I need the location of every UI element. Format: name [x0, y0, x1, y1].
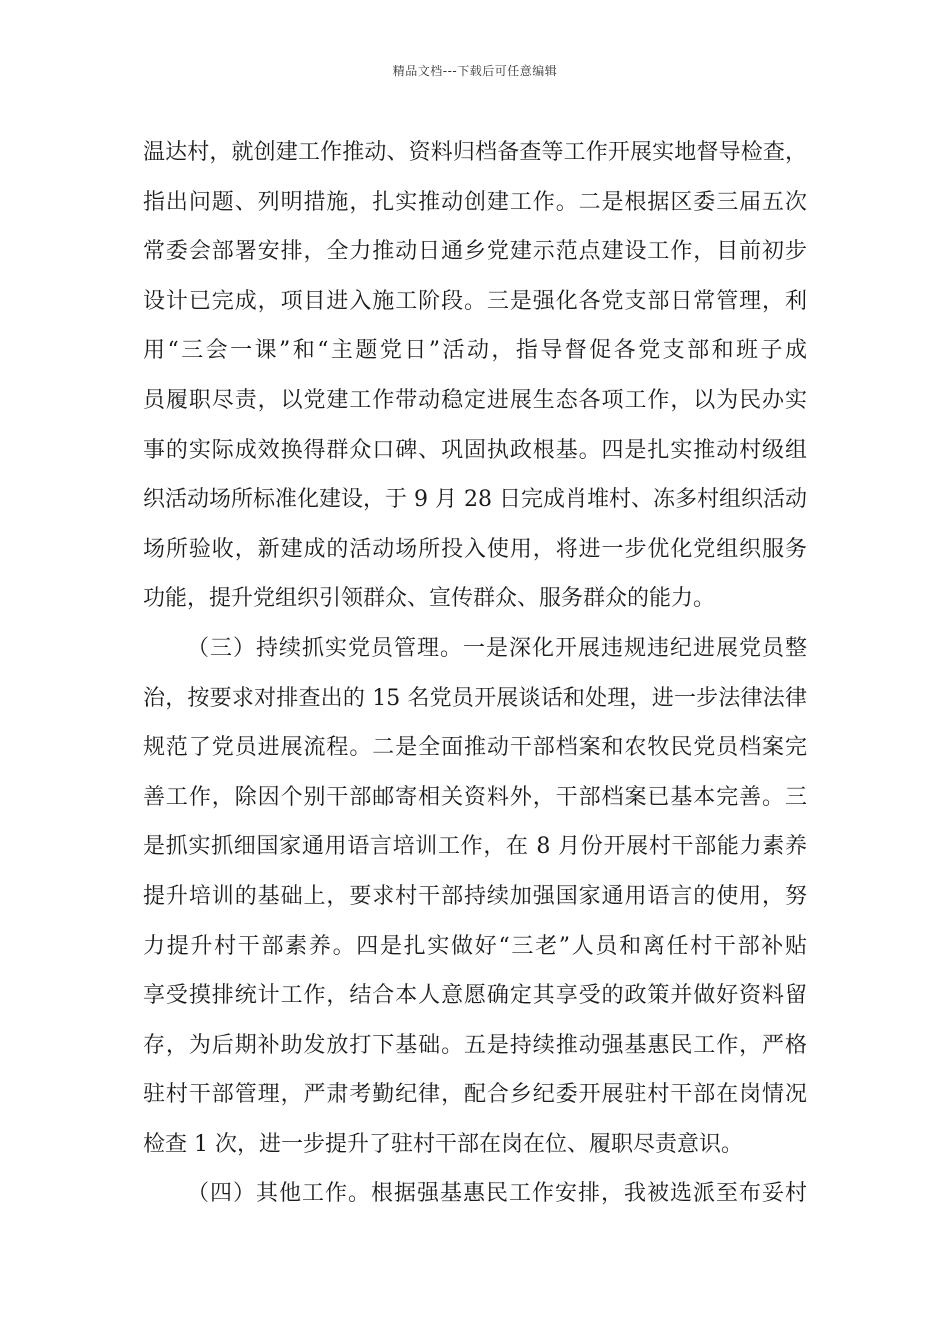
text-line: 存，为后期补助发放打下基础。五是持续推动强基惠民工作，严格 [143, 1032, 807, 1058]
document-body [143, 128, 807, 1219]
text-line: 常委会部署安排，全力推动日通乡党建示范点建设工作，目前初步 [143, 239, 807, 265]
page-header: 精品文档---下载后可任意编辑 [392, 64, 558, 78]
text-line: 驻村干部管理，严肃考勤纪律，配合乡纪委开展驻村干部在岗情况 [143, 1082, 807, 1108]
text-line: 温达村，就创建工作推动、资料归档备查等工作开展实地督导检查， [143, 140, 807, 165]
text-line: 善工作，除因个别干部邮寄相关资料外，干部档案已基本完善。三 [143, 784, 807, 810]
text-line: 场所验收，新建成的活动场所投入使用，将进一步优化党组织服务 [143, 536, 807, 562]
text-line: 功能，提升党组织引领群众、宣传群众、服务群众的能力。 [143, 586, 716, 612]
text-line: 用“三会一课”和“主题党日”活动，指导督促各党支部和班子成 [143, 338, 807, 364]
text-line: 指出问题、列明措施，扎实推动创建工作。二是根据区委三届五次 [143, 189, 807, 215]
text-line: 织活动场所标准化建设，于 9 月 28 日完成肖堆村、冻多村组织活动 [143, 487, 807, 513]
text-line: 提升培训的基础上，要求村干部持续加强国家通用语言的使用，努 [143, 883, 807, 909]
text-line: 规范了党员进展流程。二是全面推动干部档案和农牧民党员档案完 [143, 735, 807, 761]
section-heading-line: （四）其他工作。根据强基惠民工作安排，我被选派至布妥村 [187, 1181, 807, 1207]
section-heading-line: （三）持续抓实党员管理。一是深化开展违规违纪进展党员整 [187, 635, 807, 661]
text-line: 员履职尽责，以党建工作带动稳定进展生态各项工作，以为民办实 [143, 387, 807, 413]
text-line: 力提升村干部素养。四是扎实做好“三老”人员和离任村干部补贴 [143, 933, 807, 959]
text-line: 是抓实抓细国家通用语言培训工作，在 8 月份开展村干部能力素养 [143, 834, 807, 860]
text-line: 享受摸排统计工作，结合本人意愿确定其享受的政策并做好资料留 [143, 983, 807, 1009]
text-line: 治，按要求对排查出的 15 名党员开展谈话和处理，进一步法律法律 [143, 685, 807, 711]
text-line: 设计已完成，项目进入施工阶段。三是强化各党支部日常管理，利 [143, 288, 807, 314]
text-line: 事的实际成效换得群众口碑、巩固执政根基。四是扎实推动村级组 [143, 437, 807, 463]
text-line: 检查 1 次，进一步提升了驻村干部在岗在位、履职尽责意识。 [143, 1131, 743, 1157]
